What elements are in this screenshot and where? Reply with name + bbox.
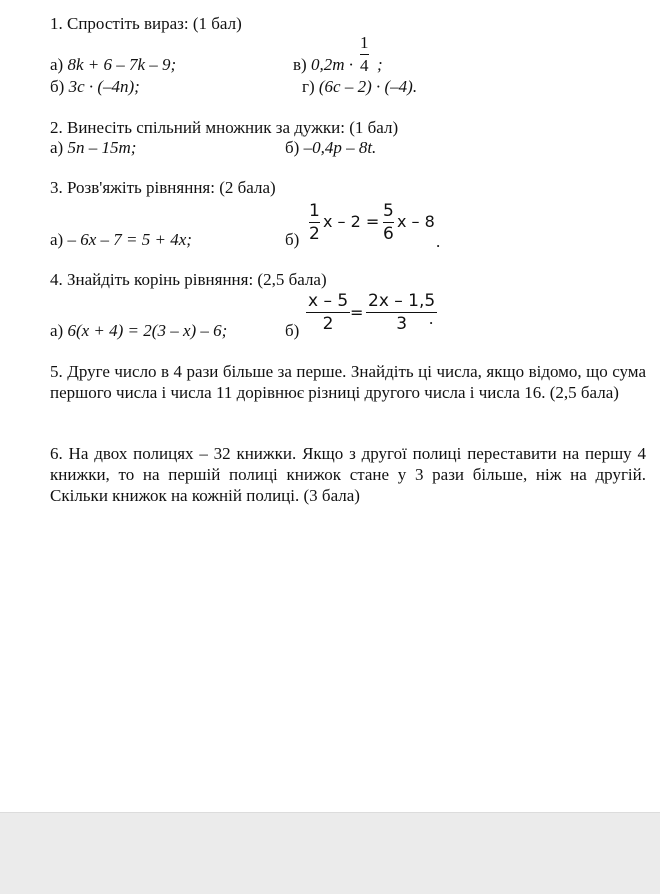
- task1-v-fraction-numerator: 1: [360, 33, 369, 52]
- fraction-bar: [306, 312, 350, 313]
- task4-b-label: б): [285, 321, 300, 340]
- task3-b-fraction1: [309, 202, 320, 243]
- task2-b-label: б): [285, 138, 300, 157]
- task4-a-expr: 6(x + 4) = 2(3 – x) – 6;: [67, 321, 228, 340]
- task1-v-tail: ;: [377, 55, 383, 74]
- task4-b-dot: .: [429, 309, 434, 328]
- fraction-bar: [366, 312, 437, 313]
- task1-v: [293, 55, 353, 75]
- task1-v-fraction-denominator: 4: [360, 56, 369, 75]
- task3-b-tail: x – 8: [397, 212, 435, 231]
- task3-a-expr: – 6x – 7 = 5 + 4x;: [67, 230, 192, 249]
- task3-b-label: б): [285, 230, 300, 249]
- task6-text: 6. На двох полицях – 32 книжки. Якщо з другої полиці переставити на першу 4 книжки, то на першій полиці книжок стане у 3 рази більше, ніж на другій. Скільки книжок на кожній полиці. (3 бала): [50, 444, 646, 505]
- task2-a: [50, 138, 136, 158]
- task3-b-fraction2-numerator: 5: [383, 201, 394, 221]
- task3-title: 3. Розв'яжіть рівняння: (2 бала): [50, 178, 276, 197]
- task3-a: [50, 230, 192, 250]
- task1-b-label: б): [50, 77, 65, 96]
- task4-a-label: а): [50, 321, 64, 340]
- task4-b-equals: =: [350, 303, 364, 322]
- task3-b-fraction1-numerator: 1: [309, 201, 320, 221]
- fraction-bar: [360, 54, 369, 55]
- task3-a-label: а): [50, 230, 64, 249]
- task3-b-dot: .: [436, 232, 441, 251]
- task1-b: [50, 77, 140, 97]
- task4-b-fraction2-denominator: 3: [396, 314, 408, 334]
- task1-v-fraction: [360, 34, 369, 75]
- task4-b-fraction1-numerator: x – 5: [308, 291, 349, 311]
- task1-g-expr: (6c – 2) · (–4).: [318, 77, 418, 96]
- task2-a-expr: 5n – 15m;: [67, 138, 137, 157]
- task5-text: 5. Друге число в 4 рази більше за перше. Знайдіть ці числа, якщо відомо, що сума першого числа і числа 11 дорівнює різниці другого числа і числа 16. (2,5 бала): [50, 362, 646, 402]
- task1-v-label: в): [293, 55, 307, 74]
- task4-b-fraction2: [366, 292, 437, 333]
- fraction-bar: [383, 222, 394, 223]
- task3-b-fraction2: [383, 202, 394, 243]
- task4-title: 4. Знайдіть корінь рівняння: (2,5 бала): [50, 270, 327, 289]
- task1-v-expr: 0,2m ·: [310, 55, 353, 74]
- task2-title: 2. Винесіть спільний множник за дужки: (1 бал): [50, 118, 399, 137]
- fraction-bar: [309, 222, 320, 223]
- task1-b-expr: 3c · (–4n);: [68, 77, 140, 96]
- task2-b-expr: –0,4p – 8t.: [303, 138, 377, 157]
- task3-b-fraction2-denominator: 6: [383, 224, 394, 244]
- task1-a: [50, 55, 176, 75]
- viewer-bottom-bar: [0, 812, 660, 894]
- task2-a-label: а): [50, 138, 64, 157]
- task1-title: 1. Спростіть вираз: (1 бал): [50, 14, 242, 33]
- task3-b-fraction1-denominator: 2: [309, 224, 320, 244]
- task2-b: [285, 138, 376, 158]
- task4-b-fraction2-numerator: 2x – 1,5: [368, 291, 436, 311]
- task1-a-label: а): [50, 55, 64, 74]
- task4-b-fraction1: [306, 292, 350, 333]
- task3-b-middle: x – 2 =: [323, 212, 380, 231]
- task1-g-label: г): [302, 77, 315, 96]
- task4-a: [50, 321, 227, 341]
- task1-a-expr: 8k + 6 – 7k – 9;: [67, 55, 177, 74]
- task4-b-fraction1-denominator: 2: [322, 314, 334, 334]
- task1-g: [302, 77, 417, 97]
